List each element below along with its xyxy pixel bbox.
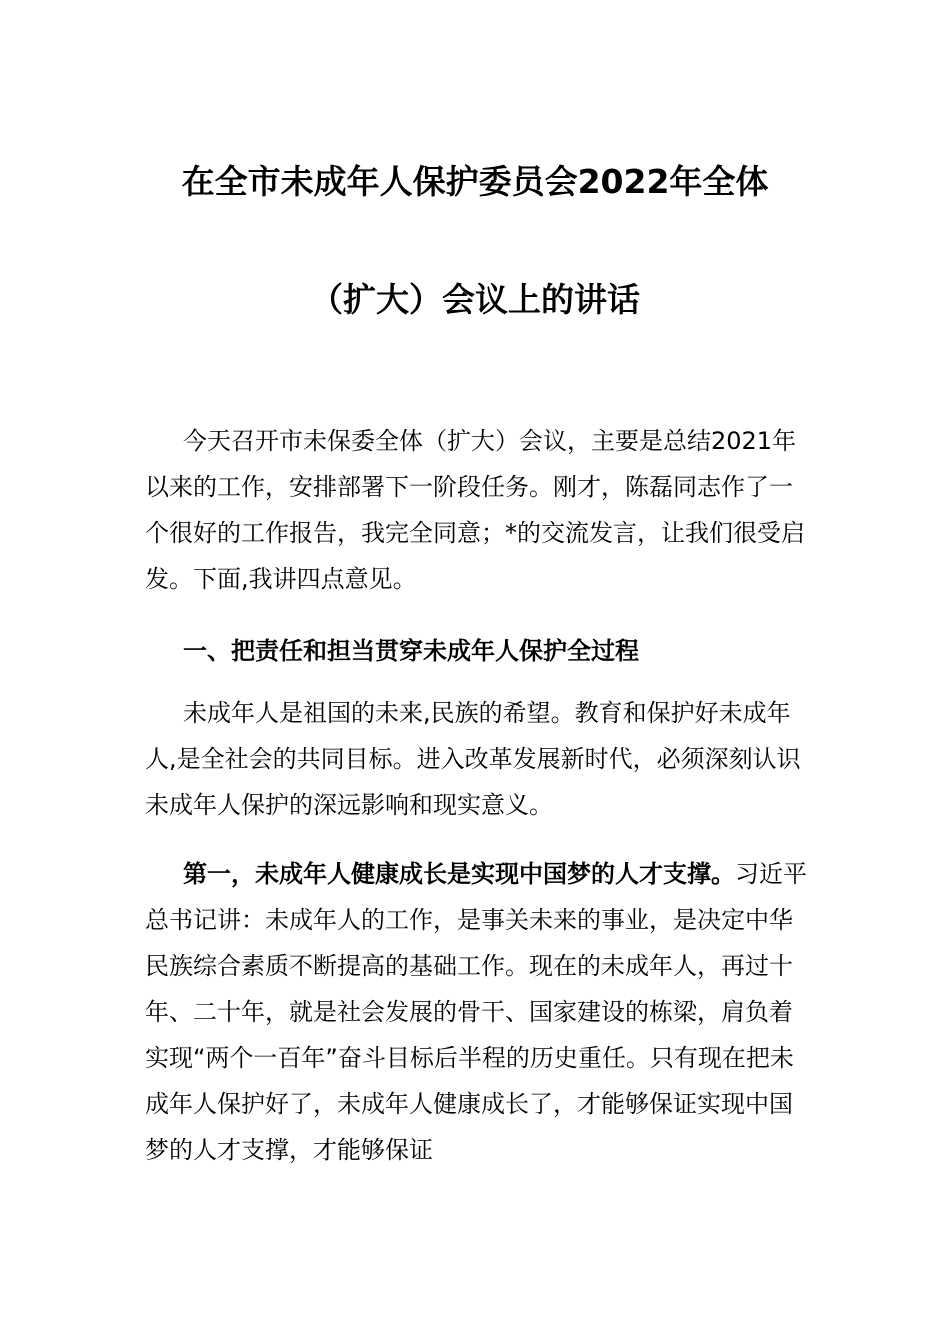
paragraph-opening-text: 今天召开市未保委全体（扩大）会议，主要是总结2021年以来的工作，安排部署下一阶段任务。刚才，陈磊同志作了一个很好的工作报告，我完全同意；*的交流发言，让我们很受启发。下面,我讲四点意见。: [145, 427, 805, 593]
paragraph-section-1-intro: [145, 690, 810, 828]
document-title-line-2: （扩大）会议上的讲话: [310, 280, 640, 319]
paragraph-section-1-intro-text: 未成年人是祖国的未来,民族的希望。教育和保护好未成年人,是全社会的共同目标。进入改革发展新时代，必须深刻认识未成年人保护的深远影响和现实意义。: [145, 699, 801, 819]
document-title-line-1: 在全市未成年人保护委员会2022年全体: [181, 162, 769, 201]
paragraph-point-1-lead: 第一，未成年人健康成长是实现中国梦的人才支撑。: [183, 860, 735, 888]
section-heading-1-text: 一、把责任和担当贯穿未成年人保护全过程: [183, 637, 639, 665]
paragraph-opening: [145, 418, 810, 602]
paragraph-point-1-body: 习近平总书记讲：未成年人的工作，是事关未来的事业，是决定中华民族综合素质不断提高的基础工作。现在的未成年人，再过十年、二十年，就是社会发展的骨干、国家建设的栋梁，肩负着实现“两个一百年”奋斗目标后半程的历史重任。只有现在把未成年人保护好了，未成年人健康成长了，才能够保证实现中国梦的人才支撑，才能够保证: [145, 860, 807, 1164]
section-heading-1: [145, 628, 810, 674]
paragraph-point-1-text: [145, 851, 810, 1173]
paragraph-point-1: [145, 851, 810, 1173]
